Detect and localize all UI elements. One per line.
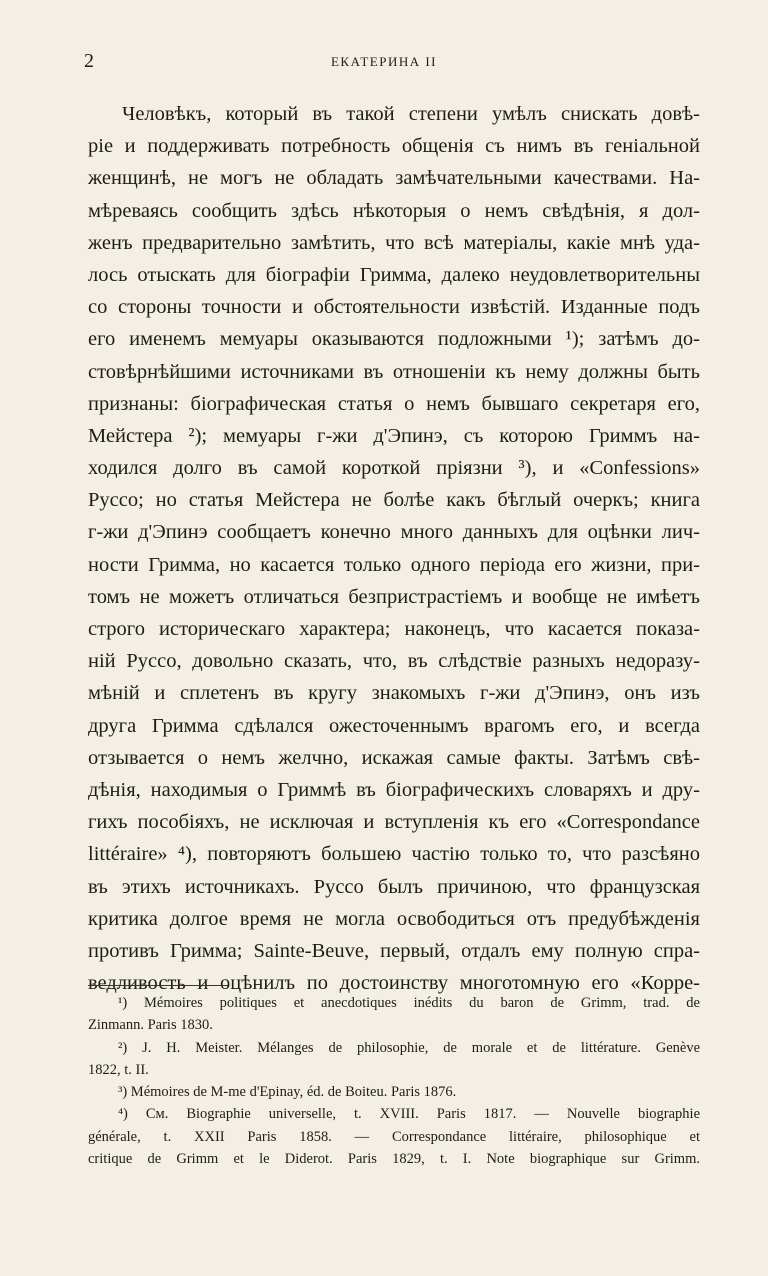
body-line: его именемъ мемуары оказываются подложными ¹); затѣмъ до- — [88, 328, 700, 351]
body-line: ріе и поддерживать потребность общенія съ нимъ въ геніальной — [88, 135, 700, 158]
body-line: ходился долго въ самой короткой пріязни ³), и «Confessions» — [88, 457, 700, 480]
body-line: Руссо; но статья Мейстера не болѣе какъ бѣглый очеркъ; книга — [88, 489, 700, 512]
body-line: Мейстера ²); мемуары г-жи д'Эпинэ, съ которою Гриммъ на- — [88, 424, 700, 447]
footnote-line: 1822, t. II. — [88, 1061, 149, 1078]
body-line: мѣреваясь сообщить здѣсь нѣкоторыя о немъ свѣдѣнія, я дол- — [88, 199, 700, 222]
page-number: 2 — [84, 50, 94, 72]
body-line: со стороны точности и обстоятельности извѣстій. Изданные подъ — [88, 296, 700, 319]
body-line: критика долгое время не могла освободиться отъ предубѣжденія — [88, 907, 700, 930]
body-line: гихъ пособіяхъ, не исключая и вступленія къ его «Correspondance — [88, 811, 700, 834]
body-line: Человѣкъ, который въ такой степени умѣлъ снискать довѣ- — [122, 103, 700, 125]
body-line: мѣній и сплетенъ въ кругу знакомыхъ г-жи д'Эпинэ, онъ изъ — [88, 682, 700, 705]
body-line: стовѣрнѣйшими источниками въ отношеніи къ нему должны быть — [88, 360, 700, 383]
body-line: дѣнія, находимыя о Гриммѣ въ біографическихъ словаряхъ и дру- — [88, 778, 700, 801]
footnote-line: ¹) Mémoires politiques et anecdotiques inédits du baron de Grimm, trad. de — [118, 995, 700, 1011]
body-line: littéraire» ⁴), повторяютъ большею частію только то, что разсѣяно — [88, 843, 700, 866]
footnote-line: générale, t. XXII Paris 1858. — Correspondance littéraire, philosophique et — [88, 1128, 700, 1145]
footnote-line: ³) Mémoires de M-me d'Epinay, éd. de Boiteu. Paris 1876. — [118, 1084, 457, 1101]
body-line: строго историческаго характера; наконецъ, что касается показа- — [88, 618, 700, 640]
body-line: въ этихъ источникахъ. Руссо былъ причиною, что французская — [88, 875, 700, 898]
body-line: женъ предварительно замѣтить, что всѣ матеріалы, какіе мнѣ уда- — [88, 231, 700, 254]
footnote-line: Zinmann. Paris 1830. — [88, 1017, 213, 1034]
body-line: друга Гримма сдѣлался ожесточеннымъ врагомъ его, и всегда — [88, 714, 700, 737]
body-line: женщинѣ, не могъ не обладать замѣчательными качествами. На- — [88, 167, 700, 190]
body-line: отзывается о немъ желчно, искажая самые факты. Затѣмъ свѣ- — [88, 746, 700, 769]
body-line: ведливость и оцѣнилъ по достоинству многотомную его «Корре- — [88, 972, 700, 995]
body-text — [88, 98, 700, 999]
footnote-line: ²) J. H. Meister. Mélanges de philosophie, de morale et de littérature. Genève — [118, 1039, 700, 1056]
body-line: томъ не можетъ отличаться безпристрастіемъ и вообще не имѣетъ — [88, 585, 700, 608]
running-title: ЕКАТЕРИНА II — [330, 54, 438, 69]
body-line: г-жи д'Эпинэ сообщаетъ конечно много данныхъ для оцѣнки лич- — [88, 521, 700, 544]
body-line: ности Гримма, но касается только одного періода его жизни, при- — [88, 553, 700, 576]
body-line: ній Руссо, довольно сказать, что, въ слѣдствіе разныхъ недоразу- — [88, 650, 700, 673]
footnote-line: ⁴) См. Biographie universelle, t. XVIII. Paris 1817. — Nouvelle biographie — [118, 1106, 700, 1123]
footnotes — [88, 992, 700, 1170]
body-line: противъ Гримма; Sainte-Beuve, первый, отдалъ ему полную спра- — [88, 939, 700, 962]
body-line: лось отыскать для біографіи Гримма, далеко неудовлетворительны — [88, 263, 700, 286]
body-line: признаны: біографическая статья о немъ бывшаго секретаря его, — [88, 392, 700, 415]
footnote-rule — [88, 985, 228, 986]
footnote-line: critique de Grimm et le Diderot. Paris 1829, t. I. Note biographique sur Grimm. — [88, 1151, 700, 1168]
